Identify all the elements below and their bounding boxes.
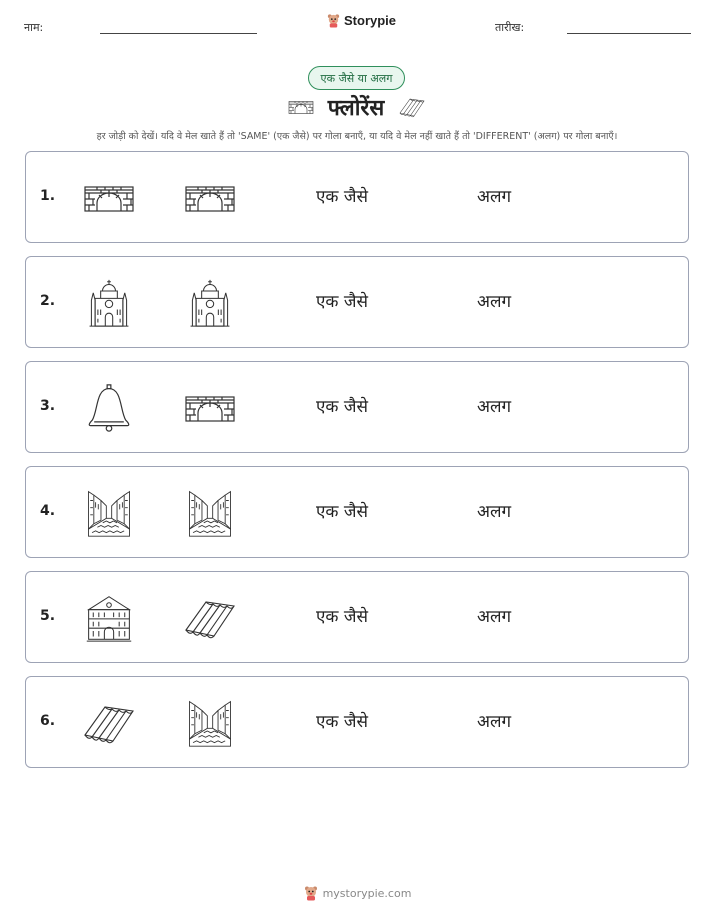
date-line[interactable] [567,33,691,34]
footer [0,885,714,901]
mascot-icon [303,885,319,901]
exercise-row [25,361,689,453]
bridge-icon [184,383,236,433]
worksheet-type-badge: एक जैसे या अलग [308,66,405,90]
mascot-icon [326,13,341,28]
row-number: 5. [40,608,56,624]
row-number: 1. [40,188,56,204]
footer-url[interactable]: mystorypie.com [322,886,412,900]
roof-tiles-icon [184,593,236,643]
date-label: तारीख: [495,21,525,34]
street-icon [184,488,236,538]
exercise-row [25,676,689,768]
same-option[interactable]: एक जैसे [316,397,368,417]
exercise-row [25,571,689,663]
same-option[interactable]: एक जैसे [316,607,368,627]
brand-name: Storypie [344,13,397,28]
row-number: 2. [40,293,56,309]
row-number: 6. [40,713,56,729]
different-option[interactable]: अलग [477,397,512,417]
exercise-row [25,256,689,348]
name-label: नाम: [24,21,44,34]
brand-logo [326,13,396,28]
cathedral-icon [184,278,236,328]
instructions: हर जोड़ी को देखें। यदि वे मेल खाते हैं तो 'SAME' (एक जैसे) पर गोला बनाएँ, या यदि वे मेल नहीं खाते हैं तो 'DIFFERENT' (अलग) पर गोला बनाएँ। [96,131,618,142]
bell-icon [83,383,135,433]
row-number: 3. [40,398,56,414]
bridge-icon [83,173,135,223]
row-number: 4. [40,503,56,519]
title-row [0,92,714,122]
palazzo-icon [83,593,135,643]
same-option[interactable]: एक जैसे [316,712,368,732]
roof-tiles-icon [83,698,135,748]
same-option[interactable]: एक जैसे [316,187,368,207]
exercise-row [25,466,689,558]
exercise-row [25,151,689,243]
roof-tiles-icon [398,96,426,118]
page-title: फ्लोरेंस [327,95,385,121]
street-icon [184,698,236,748]
different-option[interactable]: अलग [477,607,512,627]
same-option[interactable]: एक जैसे [316,502,368,522]
same-option[interactable]: एक जैसे [316,292,368,312]
street-icon [83,488,135,538]
bridge-icon [288,99,314,115]
different-option[interactable]: अलग [477,292,512,312]
different-option[interactable]: अलग [477,502,512,522]
bridge-icon [184,173,236,223]
name-line[interactable] [100,33,257,34]
different-option[interactable]: अलग [477,187,512,207]
different-option[interactable]: अलग [477,712,512,732]
cathedral-icon [83,278,135,328]
